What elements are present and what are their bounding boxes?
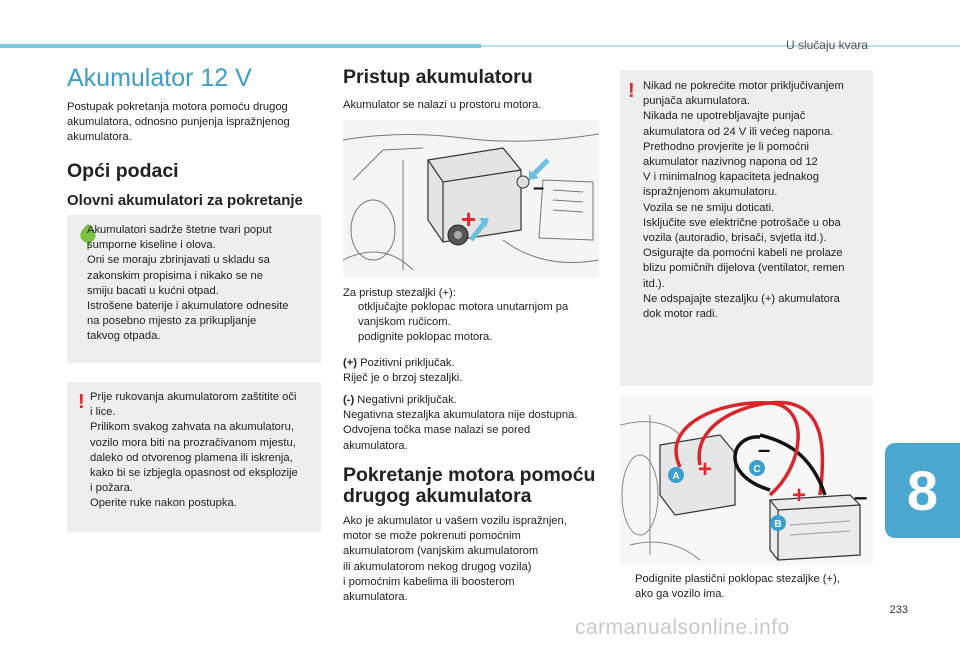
access-steps-list — [343, 300, 605, 346]
jump-start-heading: Pokretanje motora pomoću drugog akumulatora — [343, 464, 596, 507]
plus-marker: + — [792, 482, 807, 509]
cover-step-list — [620, 572, 875, 602]
header-accent-bar — [0, 44, 481, 48]
bullet-icon — [343, 300, 358, 330]
warning-icon: ! — [78, 391, 85, 413]
label-a-badge — [668, 467, 684, 483]
battery-access-heading: Pristup akumulatoru — [343, 66, 533, 88]
step-text: otključajte poklopac motora unutarnjom pa vanjskom ručicom. — [358, 301, 569, 329]
step-text: Podignite plastični poklopac stezaljke (+), ako ga vozilo ima. — [635, 573, 840, 601]
svg-text:A: A — [672, 471, 680, 482]
engine-bay-illustration — [343, 120, 599, 278]
label-b-badge — [770, 515, 786, 531]
plus-marker: + — [461, 204, 477, 234]
minus-marker: – — [854, 484, 868, 511]
negative-desc: Negativni priključak. Negativna stezaljka akumulatora nije dostupna. Odvojena točka mase nalazi se pored akumulatora. — [343, 394, 578, 452]
jump-cables-figure — [620, 395, 873, 565]
page-number: 233 — [889, 604, 908, 616]
intro-text: Postupak pokretanja motora pomoću drugog akumulatora, odnosno punjenja ispražnjenog akumulatora. — [67, 101, 290, 144]
svg-text:B: B — [774, 519, 782, 530]
plus-marker: + — [698, 456, 713, 483]
jump-start-warning-text: Nikad ne pokrećite motor priključivanjem punjača akumulatora. Nikada ne upotrebljavajte punjač akumulatora od 24 V ili većeg napona. Prethodno provjerite je li pomoćni akumulator nazivnog napona od 12 V i minimalnog kapaciteta jednakog ispražnjenom akumulatoru. Vozila se ne smiju doticati. Isključite sve električne potrošače u oba vozila (autoradio, brisači, svjetla itd.). Osigurajte da pomoćni kabeli ne prolaze blizu pomičnih dijelova (ventilator, remen itd.). Ne odspajajte stezaljku (+) akumulatora dok motor radi. — [643, 80, 845, 321]
lead-acid-heading: Olovni akumulatori za pokretanje — [67, 192, 303, 209]
bullet-icon — [620, 572, 635, 602]
minus-marker: – — [758, 437, 771, 462]
list-item — [343, 300, 605, 330]
negative-terminal-text — [343, 393, 605, 454]
list-item — [620, 572, 875, 602]
eco-info-box — [67, 215, 321, 363]
label-c-badge — [749, 460, 765, 476]
positive-label: (+) — [343, 357, 357, 369]
jump-cables-illustration — [620, 395, 873, 565]
page-title: Akumulator 12 V — [67, 64, 252, 92]
jump-start-warning-box — [620, 70, 873, 386]
eco-info-text: Akumulatori sadrže štetne tvari poput sumporne kiseline i olova. Oni se moraju zbrinjavati u skladu sa zakonskim propisima i nikako se ne smiju bacati u kućni otpad. Istrošene baterije i akumulatore odnesite na posebno mjesto za prikupljanje takvog otpada. — [87, 224, 289, 343]
step-text: podignite poklopac motora. — [358, 331, 493, 344]
access-heading-text: Za pristup stezaljki (+): — [343, 287, 456, 299]
engine-bay-figure — [343, 120, 599, 278]
minus-marker: – — [533, 177, 545, 199]
list-item — [343, 330, 605, 345]
positive-desc: Pozitivni priključak. Riječ je o brzoj stezaljki. — [343, 357, 463, 385]
positive-terminal-text — [343, 356, 605, 386]
safety-warning-box — [67, 382, 321, 532]
general-info-heading: Opći podaci — [67, 160, 179, 182]
battery-location-text: Akumulator se nalazi u prostoru motora. — [343, 99, 542, 111]
jump-start-text: Ako je akumulator u vašem vozilu ispražnjen, motor se može pokrenuti pomoćnim akumulatorom (vanjskim akumulatorom ili akumulatorom nekog drugog vozila) i pomoćnim kabelima ili boosterom akumulatora. — [343, 515, 567, 604]
svg-text:C: C — [753, 464, 761, 475]
negative-label: (-) — [343, 394, 355, 406]
chapter-tab: 8 — [885, 443, 960, 538]
safety-warning-text: Prije rukovanja akumulatorom zaštitite oči i lice. Prilikom svakog zahvata na akumulatoru, vozilo mora biti na prozračivanom mjestu, daleko od otvorenog plamena ili iskrenja, kako bi se izbjegla opasnost od eksplozije i požara. Operite ruke nakon postupka. — [90, 391, 298, 510]
bullet-icon — [343, 330, 358, 345]
warning-icon: ! — [628, 80, 635, 102]
header-accent-line — [481, 45, 960, 47]
watermark: carmanualsonline.info — [575, 616, 790, 639]
section-title: U slučaju kvara — [785, 38, 868, 52]
